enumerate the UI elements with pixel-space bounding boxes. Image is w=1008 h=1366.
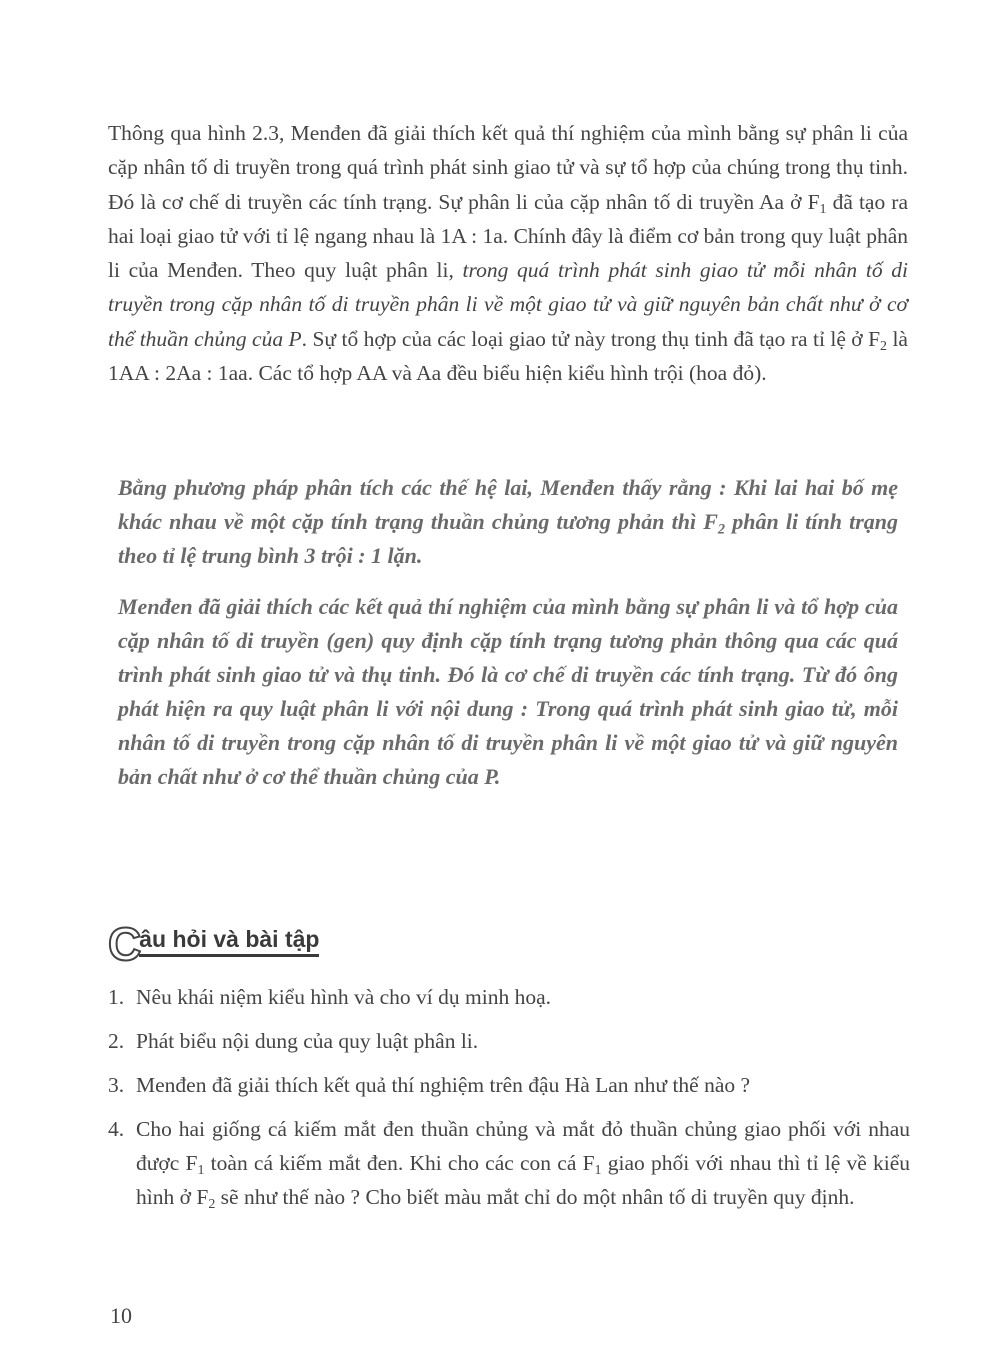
question-number: 1. bbox=[108, 985, 125, 1009]
question-item bbox=[108, 980, 910, 1014]
section-heading bbox=[108, 913, 320, 970]
summary-paragraph-1 bbox=[118, 471, 898, 573]
decorative-capital-letter: C bbox=[108, 918, 142, 970]
body-text-1: Thông qua hình 2.3, Menđen đã giải thích kết quả thí nghiệm của mình bằng sự phân li của cặp nhân tố di truyền trong quá trình phát sinh giao tử và sự tổ hợp của chúng trong thụ tinh. Đó là cơ chế di truyền các tính trạng. Sự phân li của cặp nhân tố di truyền Aa ở F bbox=[108, 121, 908, 214]
question-text: Phát biểu nội dung của quy luật phân li. bbox=[136, 1029, 479, 1053]
body-text-2: đã tạo ra hai loại giao tử với tỉ lệ ngang nhau là 1A : 1a. Chính đây là điểm cơ bản trong quy luật phân li của Menđen. Theo quy luật phân li, bbox=[108, 189, 908, 283]
question-text bbox=[136, 1112, 910, 1214]
question-item bbox=[108, 1112, 910, 1214]
question-text-part: toàn cá kiếm mắt đen. Khi cho các con cá F bbox=[204, 1151, 595, 1175]
question-list bbox=[108, 980, 910, 1224]
subscript: 1 bbox=[197, 1163, 205, 1179]
question-number: 3. bbox=[108, 1073, 125, 1097]
body-text-3: . Sự tổ hợp của các loại giao tử này trong thụ tinh đã tạo ra tỉ lệ ở F bbox=[301, 326, 881, 351]
question-text-part: sẽ như thế nào ? Cho biết màu mắt chỉ do một nhân tố di truyền quy định. bbox=[215, 1185, 855, 1209]
page-number: 10 bbox=[110, 1303, 132, 1328]
question-text-part: Cho hai giống cá kiếm mắt đen thuần chủng và mắt đỏ thuần chủng giao phối với nhau được F bbox=[136, 1117, 910, 1175]
body-text-4: là 1AA : 2Aa : 1aa. Các tổ hợp AA và Aa đều biểu hiện kiểu hình trội (hoa đỏ). bbox=[108, 326, 908, 386]
question-text: Menđen đã giải thích kết quả thí nghiệm trên đậu Hà Lan như thế nào ? bbox=[136, 1073, 751, 1097]
summary-paragraph-2: Menđen đã giải thích các kết quả thí nghiệm của mình bằng sự phân li và tổ hợp của cặp nhân tố di truyền (gen) quy định cặp tính trạng tương phản thông qua các quá trình phát sinh giao tử và thụ tinh. Đó là cơ chế di truyền các tính trạng. Từ đó ông phát hiện ra quy luật phân li với nội dung : Trong quá trình phát sinh giao tử, mỗi nhân tố di truyền trong cặp nhân tố di truyền phân li về một giao tử và giữ nguyên bản chất như ở cơ thể thuần chủng của P. bbox=[118, 594, 898, 789]
subscript: 1 bbox=[594, 1163, 602, 1179]
subscript: 2 bbox=[208, 1197, 216, 1213]
question-number: 2. bbox=[108, 1029, 125, 1053]
question-text: Nêu khái niệm kiểu hình và cho ví dụ minh hoạ. bbox=[136, 985, 551, 1009]
summary-text: phân li tính trạng theo tỉ lệ trung bình 3 trội : 1 lặn. bbox=[118, 509, 898, 568]
question-item bbox=[108, 1024, 910, 1058]
subscript: 1 bbox=[819, 201, 827, 217]
question-number: 4. bbox=[108, 1117, 125, 1141]
body-paragraph bbox=[108, 116, 908, 390]
summary-text: Bằng phương pháp phân tích các thế hệ lai, Menđen thấy rằng : Khi lai hai bố mẹ khác nhau về một cặp tính trạng thuần chủng tương phản thì F bbox=[118, 475, 898, 534]
subscript: 2 bbox=[880, 338, 888, 354]
body-italic-rule: trong quá trình phát sinh giao tử mỗi nhân tố di truyền trong cặp nhân tố di truyền phân li về một giao tử và giữ nguyên bản chất như ở cơ thể thuần chủng của P bbox=[108, 258, 908, 351]
section-title: âu hỏi và bài tập bbox=[139, 926, 319, 957]
subscript: 2 bbox=[717, 521, 726, 538]
question-item bbox=[108, 1068, 910, 1102]
question-text-part: giao phối với nhau thì tỉ lệ về kiểu hình ở F bbox=[136, 1151, 910, 1209]
